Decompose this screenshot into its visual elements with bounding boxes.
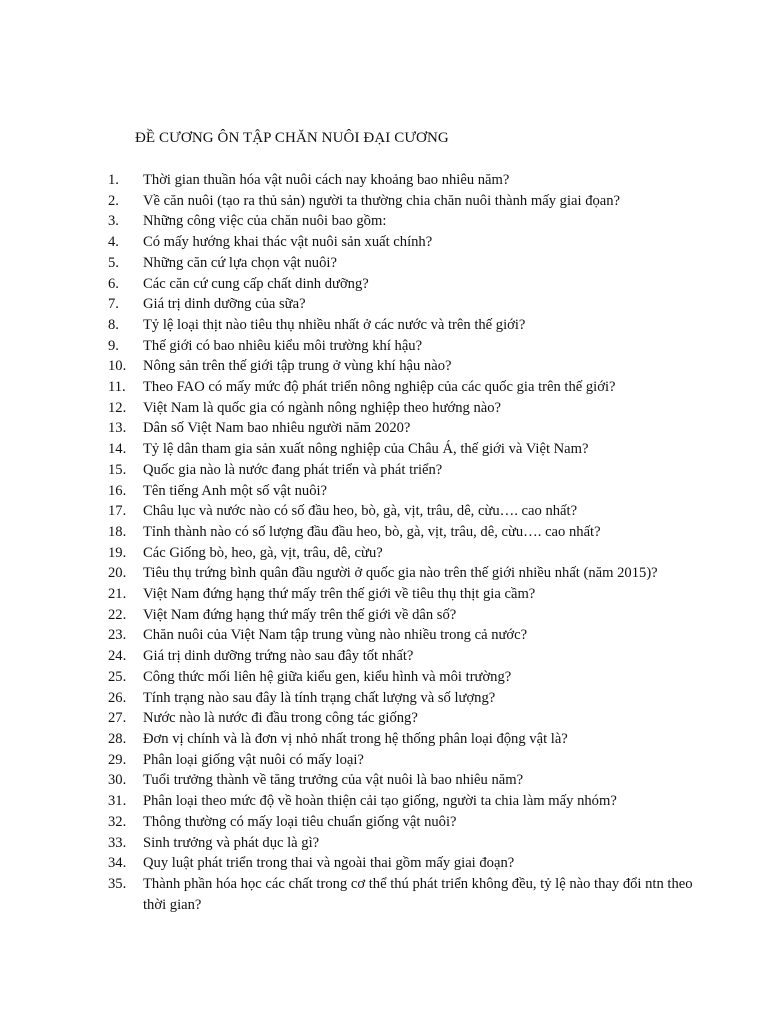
question-item <box>108 170 708 191</box>
question-text: Việt Nam là quốc gia có ngành nông nghiệp theo hướng nào? <box>143 399 502 416</box>
question-item <box>108 729 708 750</box>
question-text: Tuổi trưởng thành về tăng trưởng của vật nuôi là bao nhiêu năm? <box>143 772 524 789</box>
question-number: 35. <box>108 875 127 892</box>
question-text: Tỷ lệ loại thịt nào tiêu thụ nhiều nhất ở các nước và trên thế giới? <box>143 316 526 333</box>
question-number: 9. <box>108 337 119 354</box>
question-number: 6. <box>108 275 119 292</box>
question-text: Quy luật phát triển trong thai và ngoài thai gồm mấy giai đoạn? <box>143 855 515 872</box>
question-text: Nông sản trên thế giới tập trung ở vùng khí hậu nào? <box>143 358 452 375</box>
question-text: Việt Nam đứng hạng thứ mấy trên thế giới về dân số? <box>143 606 457 623</box>
question-item <box>108 791 708 812</box>
question-text: Tính trạng nào sau đây là tính trạng chất lượng và số lượng? <box>143 689 496 706</box>
question-item <box>108 336 708 357</box>
question-item <box>108 211 708 232</box>
question-item <box>108 605 708 626</box>
question-number: 4. <box>108 234 119 251</box>
question-item <box>108 481 708 502</box>
question-item <box>108 418 708 439</box>
question-number: 27. <box>108 710 127 727</box>
question-item <box>108 315 708 336</box>
question-item <box>108 377 708 398</box>
question-text: Việt Nam đứng hạng thứ mấy trên thế giới về tiêu thụ thịt gia cầm? <box>143 586 536 603</box>
question-text: Về căn nuôi (tạo ra thủ sản) người ta thường chia chăn nuôi thành mấy giai đọan? <box>143 192 621 209</box>
question-text: Những căn cứ lựa chọn vật nuôi? <box>143 254 337 271</box>
question-item <box>108 439 708 460</box>
document-title: ĐỀ CƯƠNG ÔN TẬP CHĂN NUÔI ĐẠI CƯƠNG <box>135 130 449 146</box>
question-item <box>108 460 708 481</box>
question-text: Các căn cứ cung cấp chất dinh dưỡng? <box>143 275 369 292</box>
question-number: 22. <box>108 606 127 623</box>
question-item <box>108 853 708 874</box>
question-number: 5. <box>108 254 119 271</box>
question-number: 11. <box>108 379 126 396</box>
question-text: Thời gian thuần hóa vật nuôi cách nay khoảng bao nhiêu năm? <box>143 172 510 188</box>
question-number: 24. <box>108 648 127 665</box>
question-item <box>108 191 708 212</box>
question-item <box>108 874 708 915</box>
question-text: Đơn vị chính và là đơn vị nhỏ nhất trong hệ thống phân loại động vật là? <box>143 730 568 747</box>
question-item <box>108 812 708 833</box>
question-text: Có mấy hướng khai thác vật nuôi sản xuất chính? <box>143 234 433 251</box>
question-text: Thông thường có mấy loại tiêu chuẩn giống vật nuôi? <box>143 813 457 830</box>
question-text: Chăn nuôi của Việt Nam tập trung vùng nào nhiều trong cả nước? <box>143 627 528 644</box>
question-number: 1. <box>108 172 119 188</box>
question-number: 29. <box>108 751 127 768</box>
question-item <box>108 688 708 709</box>
question-number: 28. <box>108 730 127 747</box>
question-text: Thành phần hóa học các chất trong cơ thể thú phát triển không đều, tỷ lệ nào thay đổi ntn theo thời gian? <box>143 875 693 913</box>
question-number: 26. <box>108 689 127 706</box>
question-item <box>108 750 708 771</box>
question-number: 32. <box>108 813 127 830</box>
question-text: Dân số Việt Nam bao nhiêu người năm 2020? <box>143 420 411 437</box>
question-number: 30. <box>108 772 127 789</box>
question-item <box>108 646 708 667</box>
question-number: 21. <box>108 586 127 603</box>
question-item <box>108 543 708 564</box>
question-item <box>108 501 708 522</box>
question-number: 14. <box>108 441 127 458</box>
question-item <box>108 522 708 543</box>
question-item <box>108 294 708 315</box>
question-text: Phân loại giống vật nuôi có mấy loại? <box>143 751 364 768</box>
question-item <box>108 274 708 295</box>
question-number: 18. <box>108 523 127 540</box>
question-number: 33. <box>108 834 127 851</box>
question-number: 7. <box>108 296 119 313</box>
question-item <box>108 584 708 605</box>
question-text: Tỉnh thành nào có số lượng đầu đầu heo, bò, gà, vịt, trâu, dê, cừu…. cao nhất? <box>143 523 601 540</box>
question-number: 20. <box>108 565 127 582</box>
question-number: 15. <box>108 461 127 478</box>
question-text: Thế giới có bao nhiêu kiểu môi trường khí hậu? <box>143 337 423 354</box>
question-text: Công thức mối liên hệ giữa kiểu gen, kiểu hình và môi trường? <box>143 668 512 685</box>
question-number: 19. <box>108 544 127 561</box>
question-text: Giá trị dinh dưỡng của sữa? <box>143 296 306 313</box>
question-number: 23. <box>108 627 127 644</box>
question-number: 8. <box>108 316 119 333</box>
question-item <box>108 356 708 377</box>
question-item <box>108 398 708 419</box>
question-number: 12. <box>108 399 127 416</box>
question-text: Những công việc của chăn nuôi bao gồm: <box>143 213 387 230</box>
question-item <box>108 708 708 729</box>
question-text: Tên tiếng Anh một số vật nuôi? <box>143 482 328 499</box>
question-number: 10. <box>108 358 127 375</box>
question-number: 13. <box>108 420 127 437</box>
question-text: Nước nào là nước đi đầu trong công tác giống? <box>143 710 418 727</box>
question-item <box>108 625 708 646</box>
question-item <box>108 667 708 688</box>
question-item <box>108 563 708 584</box>
question-text: Quốc gia nào là nước đang phát triển và phát triển? <box>143 461 443 478</box>
question-number: 2. <box>108 192 119 209</box>
question-number: 17. <box>108 503 127 520</box>
question-item <box>108 770 708 791</box>
question-number: 31. <box>108 793 127 810</box>
question-item <box>108 232 708 253</box>
question-number: 34. <box>108 855 127 872</box>
question-number: 16. <box>108 482 127 499</box>
question-text: Theo FAO có mấy mức độ phát triển nông nghiệp của các quốc gia trên thế giới? <box>143 379 616 396</box>
question-text: Tiêu thụ trứng bình quân đầu người ở quốc gia nào trên thế giới nhiều nhất (năm 2015)? <box>143 565 658 582</box>
question-item <box>108 253 708 274</box>
question-text: Các Giống bò, heo, gà, vịt, trâu, dê, cừu? <box>143 544 383 561</box>
question-list <box>108 170 708 915</box>
question-item <box>108 833 708 854</box>
question-text: Châu lục và nước nào có số đầu heo, bò, gà, vịt, trâu, dê, cừu…. cao nhất? <box>143 503 578 520</box>
question-text: Phân loại theo mức độ về hoàn thiện cải tạo giống, người ta chia làm mấy nhóm? <box>143 793 617 810</box>
question-text: Tỷ lệ dân tham gia sản xuất nông nghiệp của Châu Á, thế giới và Việt Nam? <box>143 441 589 458</box>
question-number: 3. <box>108 213 119 230</box>
question-text: Sinh trưởng và phát dục là gì? <box>143 834 320 851</box>
question-text: Giá trị dinh dưỡng trứng nào sau đây tốt nhất? <box>143 648 414 665</box>
question-number: 25. <box>108 668 127 685</box>
